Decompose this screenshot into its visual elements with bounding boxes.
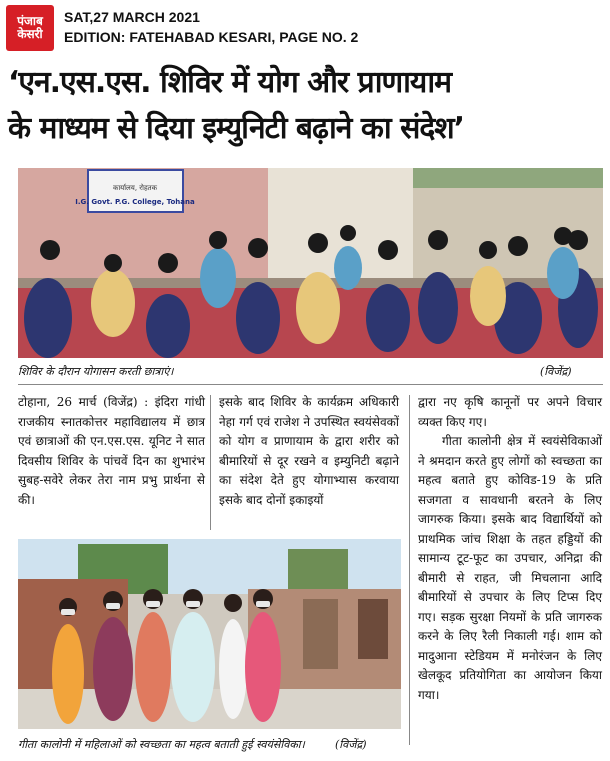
edition-name: EDITION: FATEHABAD KESARI, PAGE NO. 2 [64,29,359,45]
divider [18,384,603,385]
headline-line-2: के माध्यम से दिया इम्युनिटी बढ़ाने का संदेश’ [8,111,465,146]
photo-1-credit: (विजेंद्र) [540,365,572,378]
headline [8,60,606,152]
logo-line-2: केसरी [17,27,43,41]
logo-line-1: पंजाब [17,14,43,29]
photo-2-caption: गीता कालोनी में महिलाओं को स्वच्छता का महत्व बताती हुई स्वयंसेविका। [18,738,305,751]
geeta-colony-photo [18,539,401,729]
photo-1-caption: शिविर के दौरान योगासन करती छात्राएं। [18,365,174,378]
edition-date: SAT,27 MARCH 2021 [64,9,200,25]
headline-line-1: ‘एन.एस.एस. शिविर में योग और प्राणायाम [8,65,452,100]
column-rule-1 [210,395,211,530]
column-3-paragraph-1: द्वारा नए कृषि कानूनों पर अपने विचार व्यक्त किए गए। [418,395,602,429]
punjab-kesari-logo [6,5,54,51]
photo-2-credit: (विजेंद्र) [335,738,367,751]
photo-banner-line-1: कार्यालय, रोहतक [112,184,158,192]
photo-banner-line-2: I.G. Govt. P.G. College, Tohana [75,198,195,206]
column-3-paragraph-2: गीता कालोनी क्षेत्र में स्वयंसेविकाओं ने श्रमदान करते हुए लोगों को स्वच्छता का महत्व बताते हुए कोविड-19 के प्रति सजगता व सावधानी बरतने के लिए जागरुक किया। इसके बाद विद्यार्थियों को प्राथमिक जांच शिक्षा के तहत हड्डियों की सामान्य टूट-फूट का उपचार, अनिद्रा की बीमारी से राहत, जी मिचलाना आदि बीमारियों से उपचार के लिए टिप्स दिए गए। सड़क सुरक्षा नियमों के प्रति जागरुक करने के लिए रैली निकाली गई। शाम को मादुआना स्टेडियम में मनोरंजन के लिए खेलकूद प्रतियोगिता का आयोजन किया गया। [418,434,602,702]
article-column-1: टोहाना, 26 मार्च (विजेंद्र) : इंदिरा गांधी राजकीय स्नातकोत्तर महाविद्यालय में छात्र एवं छात्राओं की एन.एस.एस. यूनिट ने सात दिवसीय शिविर के पांचवें दिन का शुभारंभ सुबह-सवेरे लेकर तेरा नाम प्रभु प्रार्थना से की। [18,395,205,507]
article-column-2: इसके बाद शिविर के कार्यक्रम अधिकारी नेहा गर्ग एवं राजेश ने उपस्थित स्वयंसेवकों को योग व प्राणायाम के द्वारा शरीर को बीमारियों से दूर रखने व इम्युनिटी बढ़ाने का संदेश देते हुए योगाभ्यास करवाया इसके बाद दोनों इकाइयों [219,395,399,507]
column-rule-2 [409,395,410,745]
yoga-photo [18,168,603,358]
article-column-3 [418,393,602,705]
